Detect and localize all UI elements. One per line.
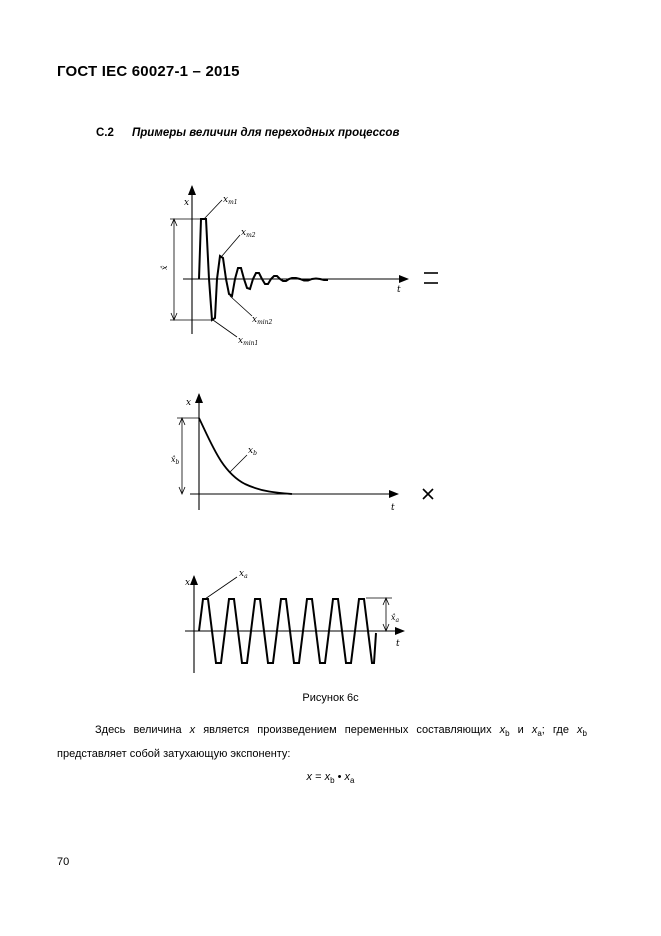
section-number: C.2 bbox=[96, 127, 114, 139]
document-header: ГОСТ IEC 60027-1 – 2015 bbox=[57, 63, 240, 80]
label-xmin2: $x_{min2}$ bbox=[252, 315, 273, 326]
graph1-leader-xm1 bbox=[204, 200, 222, 219]
graph3-y-label: x bbox=[185, 578, 191, 588]
label-xa: $x_a$ bbox=[239, 569, 248, 580]
graph1-leader-xm2 bbox=[222, 235, 240, 256]
product-formula: $x = x_b$ • $x_a$ bbox=[306, 771, 355, 786]
graph-sine-oscillation bbox=[185, 576, 404, 673]
graph1-t-label: t bbox=[397, 285, 401, 295]
label-xm2: $x_{m2}$ bbox=[241, 228, 256, 239]
graph2-amp-label: $x̂_b$ bbox=[171, 455, 180, 466]
graph1-amp-label: x̂ bbox=[160, 265, 169, 270]
graph3-leader-xa bbox=[205, 577, 237, 599]
page-number: 70 bbox=[57, 856, 70, 868]
graph3-t-label: t bbox=[396, 639, 400, 649]
damped-oscillation-curve bbox=[199, 219, 328, 320]
graph1-leader-xmin1 bbox=[213, 320, 237, 337]
graph2-y-label: x bbox=[186, 398, 192, 408]
graph1-leader-xmin2 bbox=[230, 296, 252, 316]
label-xmin1: $x_{min1}$ bbox=[238, 336, 259, 347]
graph1-y-label: x bbox=[184, 198, 190, 208]
graph3-amp-label: $x̂_a$ bbox=[391, 613, 400, 624]
graph-exponential-decay bbox=[177, 394, 433, 510]
figure-caption: Рисунок 6с bbox=[302, 692, 359, 704]
label-xb: $x_b$ bbox=[248, 446, 257, 457]
section-title: Примеры величин для переходных процессов bbox=[132, 127, 400, 139]
graph2-t-label: t bbox=[391, 503, 395, 513]
explanation-paragraph: Здесь величина x является произведением переменных составляющих $x_b$ и $x_a$; где $x_b$ представляет собой затухающую экспоненту: bbox=[57, 724, 587, 761]
graph2-leader-xb bbox=[230, 455, 247, 472]
graph-damped-oscillation bbox=[170, 186, 438, 337]
label-xm1: $x_{m1}$ bbox=[223, 195, 238, 206]
